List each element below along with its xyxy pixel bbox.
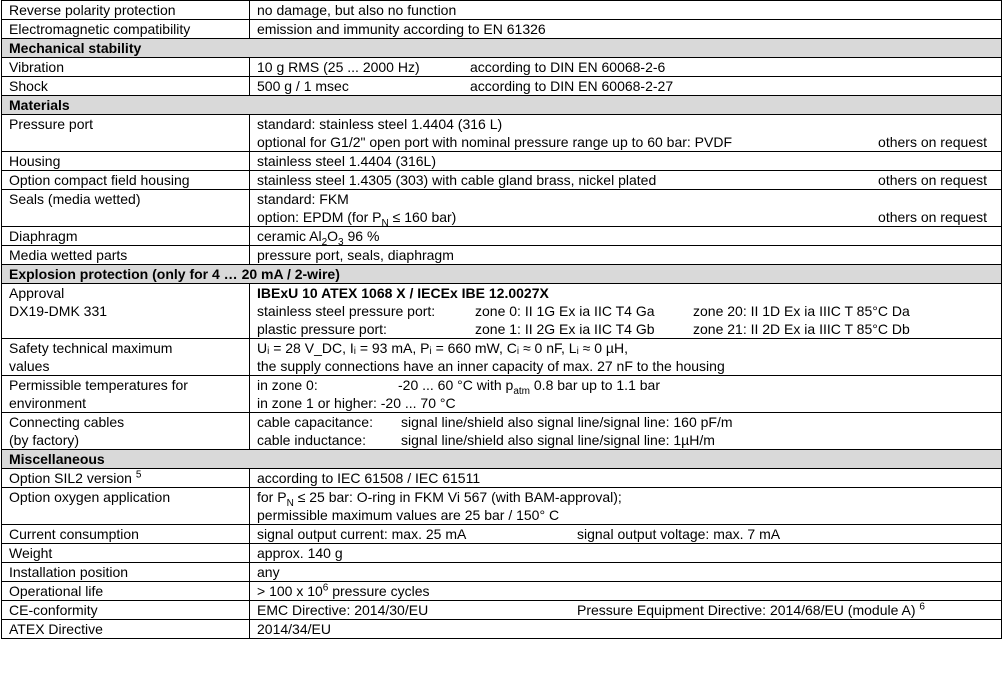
section-header — [2, 39, 1002, 58]
row-value: signal output current: max. 25 mA signal output voltage: max. 7 mA — [250, 525, 1002, 544]
compact-housing-note: others on request — [878, 172, 987, 188]
row-label: Installation position — [2, 563, 250, 582]
row-value — [250, 77, 1002, 96]
row-label: Operational life — [2, 582, 250, 601]
row-value: cable capacitance: signal line/shield also signal line/signal line: 160 pF/m cable inductance: signal line/shield also signal line/signal line: 1µH/m — [250, 413, 1002, 450]
row-label: Approval DX19-DMK 331 — [2, 284, 250, 339]
row-label: Seals (media wetted) — [2, 190, 250, 227]
seals-option: option: EPDM (for $P_N \le 160$ bar) — [257, 209, 457, 227]
row-label: Weight — [2, 544, 250, 563]
row-value: no damage, but also no function — [250, 1, 1002, 20]
table-row — [2, 339, 1002, 376]
table-row — [2, 58, 1002, 77]
table-row — [2, 525, 1002, 544]
row-label: Safety technical maximum values — [2, 339, 250, 376]
vibration-value: 10 g RMS (25 ... 2000 Hz) — [257, 59, 420, 75]
pressure-port-optional: optional for G1/2" open port with nominal pressure range up to 60 bar: PVDF — [257, 134, 733, 150]
row-label: Diaphragm — [2, 227, 250, 246]
row-value: 2014/34/EU — [250, 620, 1002, 639]
table-row — [2, 488, 1002, 525]
table-row — [2, 376, 1002, 413]
row-label: Shock — [2, 77, 250, 96]
section-title: Materials — [2, 96, 1002, 115]
spec-table — [1, 0, 1002, 639]
row-value: for $P_N \le 25$ bar: O-ring in FKM Vi 567 (with BAM-approval); permissible maximum values are 25 bar / 150° C — [250, 488, 1002, 525]
row-label: Option oxygen application — [2, 488, 250, 525]
section-title: Miscellaneous — [2, 450, 1002, 469]
safety-capacity: the supply connections have an inner capacity of max. 27 nF to the housing — [257, 358, 725, 374]
row-label: Connecting cables (by factory) — [2, 413, 250, 450]
table-row — [2, 620, 1002, 639]
row-value — [250, 115, 1002, 152]
row-label: Reverse polarity protection — [2, 1, 250, 20]
table-row — [2, 171, 1002, 190]
row-label: Vibration — [2, 58, 250, 77]
row-label: Electromagnetic compatibility — [2, 20, 250, 39]
row-value: approx. 140 g — [250, 544, 1002, 563]
row-value — [250, 58, 1002, 77]
safety-values: Uᵢ = 28 V_DC, Iᵢ = 93 mA, Pᵢ = 660 mW, Cᵢ ≈ 0 nF, Lᵢ ≈ 0 µH, — [257, 340, 628, 356]
approval-certificate: IBExU 10 ATEX 1068 X / IECEx IBE 12.0027X — [257, 285, 549, 301]
section-title: Mechanical stability — [2, 39, 1002, 58]
shock-norm: according to DIN EN 60068-2-27 — [470, 78, 674, 94]
row-label: Current consumption — [2, 525, 250, 544]
row-value: ceramic $Al_2O_3$ 96 % — [250, 227, 1002, 246]
table-row — [2, 413, 1002, 450]
table-row — [2, 284, 1002, 339]
row-value: > 100 x $10^6$ pressure cycles — [250, 582, 1002, 601]
table-row — [2, 152, 1002, 171]
row-label: Media wetted parts — [2, 246, 250, 265]
row-label: CE-conformity — [2, 601, 250, 620]
row-value: in zone 0: -20 ... 60 °C with $p_{atm}$ 0.8 bar up to 1.1 bar in zone 1 or higher: -20 ... 70 °C — [250, 376, 1002, 413]
table-row — [2, 582, 1002, 601]
seals-note: others on request — [878, 209, 987, 225]
table-row — [2, 563, 1002, 582]
row-label: Permissible temperatures for environment — [2, 376, 250, 413]
vibration-norm: according to DIN EN 60068-2-6 — [470, 59, 666, 75]
row-value: any — [250, 563, 1002, 582]
table-row — [2, 246, 1002, 265]
row-value: IBExU 10 ATEX 1068 X / IECEx IBE 12.0027X stainless steel pressure port: zone 0: II 1G Ex ia IIC T4 Ga zone 20: II 1D Ex ia IIIC T 85°C Da plastic pressure port: zone 1: II 2G Ex ia IIC T4 Gb zone 21: II 2D Ex ia IIIC T 85°C Db — [250, 284, 1002, 339]
row-value — [250, 339, 1002, 376]
table-row — [2, 601, 1002, 620]
table-row — [2, 469, 1002, 488]
row-value: according to IEC 61508 / IEC 61511 — [250, 469, 1002, 488]
table-row — [2, 115, 1002, 152]
shock-value: 500 g / 1 msec — [257, 78, 349, 94]
table-row — [2, 227, 1002, 246]
table-row — [2, 190, 1002, 227]
compact-housing-value: stainless steel 1.4305 (303) with cable gland brass, nickel plated — [257, 172, 657, 188]
row-value: EMC Directive: 2014/30/EU Pressure Equipment Directive: 2014/68/EU (module A) $^6$ — [250, 601, 1002, 620]
section-title: Explosion protection (only for 4 … 20 mA / 2-wire) — [2, 265, 1002, 284]
table-row — [2, 77, 1002, 96]
pressure-port-standard: standard: stainless steel 1.4404 (316 L) — [257, 116, 503, 132]
row-label: Housing — [2, 152, 250, 171]
row-label: Option SIL2 version $^5$ — [2, 469, 250, 488]
section-header — [2, 96, 1002, 115]
seals-standard: standard: FKM — [257, 191, 349, 207]
table-row — [2, 1, 1002, 20]
section-header — [2, 450, 1002, 469]
row-label: Pressure port — [2, 115, 250, 152]
row-value — [250, 171, 1002, 190]
section-header — [2, 265, 1002, 284]
row-label: Option compact field housing — [2, 171, 250, 190]
table-row — [2, 544, 1002, 563]
table-row — [2, 20, 1002, 39]
row-value: emission and immunity according to EN 61326 — [250, 20, 1002, 39]
row-value — [250, 190, 1002, 227]
row-value: stainless steel 1.4404 (316L) — [250, 152, 1002, 171]
row-label: ATEX Directive — [2, 620, 250, 639]
row-value: pressure port, seals, diaphragm — [250, 246, 1002, 265]
pressure-port-note: others on request — [878, 134, 987, 150]
